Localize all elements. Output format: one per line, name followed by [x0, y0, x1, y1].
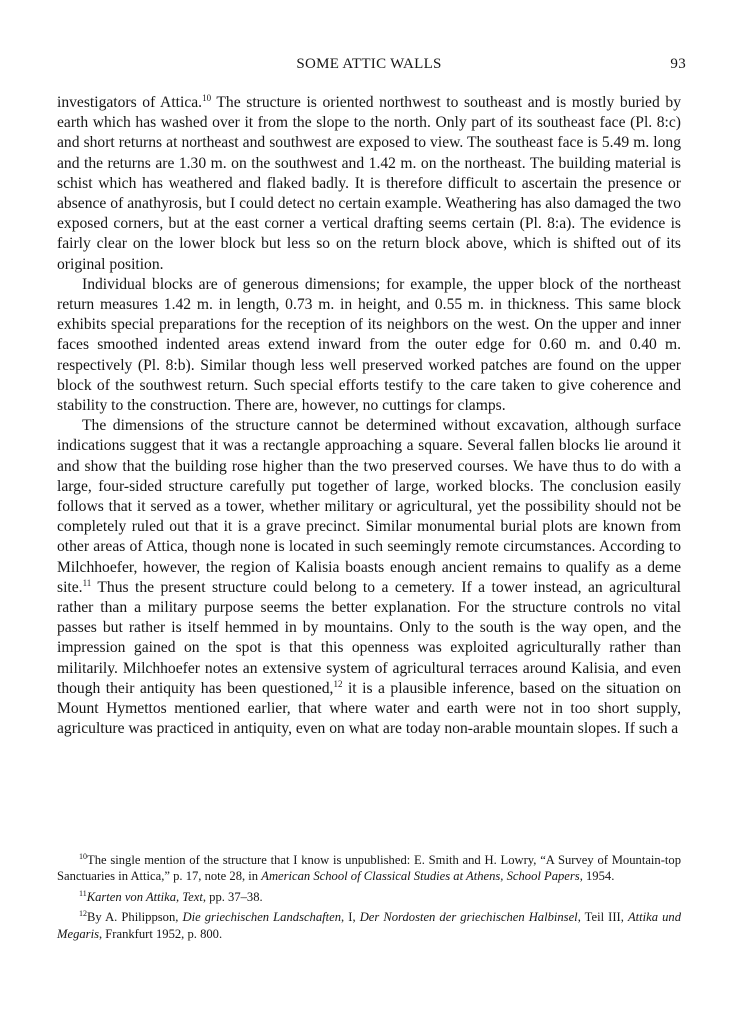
- footnote-ref-10[interactable]: 10: [202, 92, 212, 103]
- footnotes: [57, 852, 681, 946]
- paragraph-3-text-b: Thus the present structure could belong to a cemetery. If a tower instead, an agricultural rather than a military purpose seems the better explanation. For the structure controls no vital passes but rather is itself hemmed in by mountains. Only to the south is the way open, and the impression gained on the spot is that this openness was exploited agriculturally rather than militarily. Milchhoefer notes an extensive system of agricultural terraces around Kalisia, and even though their antiquity has been questioned,: [57, 578, 681, 697]
- paragraph-1-text-b: The structure is oriented northwest to southeast and is mostly buried by earth which has washed over it from the slope to the north. Only part of its southeast face (Pl. 8:c) and short returns at northeast and southwest are exposed to view. The southeast face is 5.49 m. long and the returns are 1.30 m. on the southwest and 1.42 m. on the northeast. The building material is schist which has weathered and flaked badly. It is therefore difficult to ascertain the presence or absence of anathyrosis, but I could detect no certain example. Weathering has also damaged the two exposed corners, but at the east corner a vertical drafting seems certain (Pl. 8:a). The evidence is fairly clear on the lower block but less so on the return block above, which is shifted out of its original position.: [57, 94, 681, 273]
- body-text: [57, 93, 681, 740]
- footnote-12-title-1: Die griechischen Landschaften: [182, 910, 342, 925]
- footnote-10-tail: , 1954.: [579, 869, 615, 884]
- footnote-10-title: American School of Classical Studies at Athens, School Papers: [261, 869, 580, 884]
- footnote-11: [57, 889, 681, 905]
- footnote-12-title-2: Der Nordosten der griechischen Halbinsel: [359, 910, 578, 925]
- paragraph-1: [57, 93, 681, 275]
- running-head: SOME ATTIC WALLS: [296, 56, 442, 72]
- page-number: 93: [670, 56, 686, 72]
- footnote-12-text: By A. Philippson,: [87, 910, 183, 925]
- footnote-ref-12[interactable]: 12: [333, 678, 343, 689]
- paragraph-2: Individual blocks are of generous dimensions; for example, the upper block of the northeast return measures 1.42 m. in length, 0.73 m. in height, and 0.55 m. in thickness. This same block exhibits special preparations for the reception of its neighbors on the west. On the upper and inner faces smoothed indented areas extend inward from the outer edge for 0.60 m. and 0.40 m. respectively (Pl. 8:b). Similar though less well preserved worked patches are found on the upper block of the southwest return. Such special efforts testify to the care taken to give coherence and stability to the construction. There are, however, no cuttings for clamps.: [57, 275, 681, 415]
- paragraph-3: [57, 416, 681, 739]
- footnote-12-number: 12: [79, 909, 87, 919]
- footnote-ref-11[interactable]: 11: [82, 577, 92, 588]
- footnote-10-text: The single mention of the structure that I know is unpublished: E. Smith and H. Lowry, “A Survey of Mountain-top Sanctuaries in Attica,” p. 17, note 28, in: [57, 853, 681, 884]
- footnote-10: [57, 852, 681, 885]
- footnote-12-title-3: Attika und Megaris: [57, 910, 681, 941]
- footnote-10-number: 10: [79, 851, 87, 861]
- footnote-11-title: Karten von Attika, Text: [86, 889, 203, 904]
- paragraph-3-text-a: The dimensions of the structure cannot be determined without excavation, although surface indications suggest that it was a rectangle approaching a square. Several fallen blocks lie around it and show that the building rose higher than the two preserved courses. We have thus to do with a large, four-sided structure carefully put together of large, worked blocks. The conclusion easily follows that it served as a tower, whether military or agricultural, yet the possibility should not be completely ruled out that it is a grave precinct. Similar monumental burial plots are known from other areas of Attica, though none is located in such seemingly remote circumstances. According to Milchhoefer, however, the region of Kalisia boasts enough ancient remains to qualify as a deme site.: [57, 417, 681, 596]
- footnote-11-number: 11: [79, 888, 87, 898]
- paragraph-1-text-a: investigators of Attica.: [57, 94, 203, 111]
- footnote-12: [57, 909, 681, 942]
- footnote-12-tail: , Frankfurt 1952, p. 800.: [98, 926, 223, 941]
- footnote-12-mid-1: , I,: [341, 910, 360, 925]
- footnote-12-mid-2: , Teil III,: [577, 910, 628, 925]
- footnote-11-tail: , pp. 37–38.: [202, 889, 263, 904]
- paragraph-3-text-c: it is a plausible inference, based on the situation on Mount Hymettos mentioned earlier, that where water and earth were not in too short supply, agriculture was practiced in antiquity, even on what are today non-arable mountain slopes. If such a: [57, 679, 681, 738]
